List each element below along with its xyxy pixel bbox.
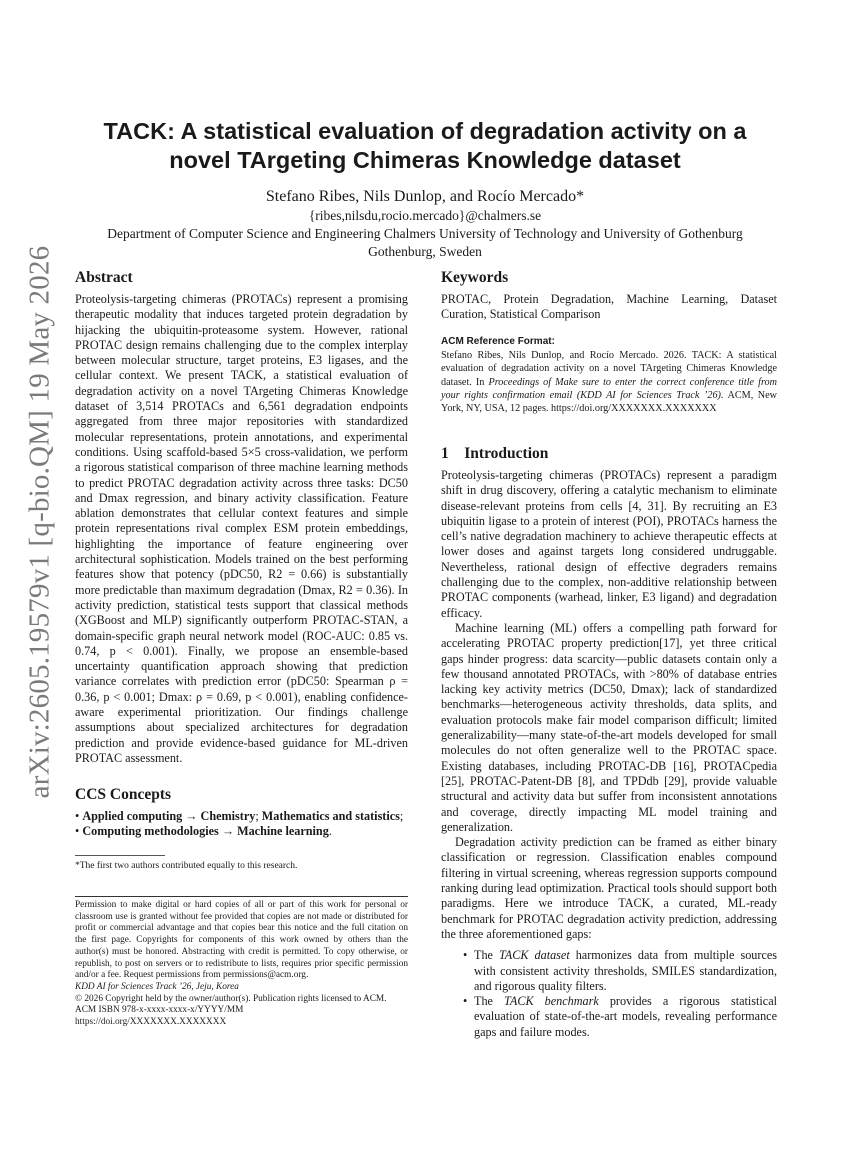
contribution-list bbox=[441, 948, 777, 1040]
contribution-item-dataset: • The TACK dataset harmonizes data from multiple sources with consistent activity thresholds, SMILES standardization, and rigorous quality filters. bbox=[441, 948, 777, 994]
venue-line: KDD AI for Sciences Track ’26, Jeju, Korea bbox=[75, 981, 239, 992]
paper-title bbox=[60, 117, 790, 175]
introduction-heading: 1 Introduction bbox=[441, 445, 549, 462]
intro-paragraph-2: Machine learning (ML) offers a compelling path forward for accelerating PROTAC property prediction[17], yet three critical gaps hinder progress: data scarcity—public datasets contain only a few thousand annotated PROTACs, with >80% of database entries lacking key activity metrics (DC50, Dmax); lack of standardized benchmarks—heterogeneous activity thresholds, data splits, and evaluation protocols make fair model comparison difficult; limited generalizability—many state-of-the-art models developed for small molecules do not often generalize well to the PROTAC space. Existing databases, including PROTAC-DB [16], PROTACpedia [25], PROTAC-Patent-DB [8], and TPDdb [29], provide valuable structural and activity data but suffer from inconsistent annotations and coverage, directly impacting ML model training and generalization. bbox=[441, 620, 777, 834]
arxiv-identifier[interactable]: arXiv:2605.19579v1 [q-bio.QM] 19 May 2026 bbox=[23, 245, 56, 799]
affiliation-line-2: Gothenburg, Sweden bbox=[368, 244, 482, 259]
acm-reference-heading: ACM Reference Format: bbox=[441, 336, 555, 347]
ccs-item: Mathematics and statistics bbox=[261, 809, 400, 823]
copyright-line: © 2026 Copyright held by the owner/author(s). Publication rights licensed to ACM. bbox=[75, 993, 387, 1004]
abstract-heading: Abstract bbox=[75, 269, 133, 286]
doi-link[interactable]: https://doi.org/XXXXXXX.XXXXXXX bbox=[75, 1017, 227, 1028]
title-line-1: TACK: A statistical evaluation of degradation activity on a bbox=[103, 118, 747, 144]
intro-paragraph-1: Proteolysis-targeting chimeras (PROTACs) represent a paradigm shift in drug discovery, offering a catalytic mechanism to eliminate disease-relevant proteins from cells [4, 31]. By recruiting an E3 ubiquitin ligase to a protein of interest (POI), PROTACs harness the cell’s native degradation machinery to achieve therapeutic effects at lower doses and against targets long considered undruggable. Nevertheless, rational design of effective degraders remains challenging due to the complex, non-additive relationship between PROTAC components (warhead, linker, E3 ligand) and degradation efficacy. bbox=[441, 468, 777, 620]
ccs-concepts-list: • Applied computing → Chemistry; Mathematics and statistics; • Computing methodologies → Machine learning. bbox=[75, 809, 404, 839]
intro-paragraph-3: Degradation activity prediction can be framed as either binary classification or regression. Classification enables compound filtering in virtual screening, whereas regression supports compound ranking during lead optimization. Practical tools should support both paradigms. Here we introduce TACK, a curated, ML-ready benchmark for PROTAC degradation activity prediction, addressing the three aforementioned gaps: bbox=[441, 835, 777, 941]
acm-reference-text: Stefano Ribes, Nils Dunlop, and Rocío Mercado. 2026. TACK: A statistical evaluation of degradation activity on a novel TArgeting Chimeras Knowledge dataset. In Proceedings of Make sure to enter the correct conference title from your rights confirmation email (KDD AI for Sciences Track ’26). ACM, New York, NY, USA, 12 pages. https://doi.org/XXXXXXX.XXXXXXX bbox=[441, 350, 778, 415]
proceedings-title: Proceedings of Make sure to enter the correct conference title from your rights confirmation email (KDD AI for Sciences Track ’26). bbox=[441, 376, 777, 401]
keywords-section bbox=[441, 268, 777, 323]
ccs-item: Applied computing bbox=[82, 809, 183, 823]
abstract-text: Proteolysis-targeting chimeras (PROTACs) represent a promising therapeutic modality that induces targeted protein degradation by hijacking the ubiquitin-proteasome system. However, rational PROTAC design remains challenging due to the complex interplay between molecular structure, target proteins, E3 ligases, and the cellular context. We present TACK, a statistical evaluation of degradation activity on a novel TArgeting Chimeras Knowledge dataset of 3,514 PROTACs and 6,561 degradation endpoints aggregated from three major repositories with standardized molecular representations, protein annotations, and experimental conditions. Using scaffold-based 5×5 cross-validation, we perform a rigorous statistical comparison of three machine learning methods to predict PROTAC degradation activity across three tasks: DC50 and Dmax regression, and binary activity classification. Feature ablation demonstrates that cellular context features and simple protein representations rival complex ESM protein embeddings, highlighting the importance of feature engineering over architectural sophistication. Models trained on the best performing features show that potency (pDC50, R2 = 0.66) is substantially more predictable than maximum degradation (Dmax, R2 = 0.36). In activity prediction, statistical tests support that classical methods (XGBoost and MLP) significantly outperform PROTAC-STAN, a domain-specific graph neural network model (ROC-AUC: 0.85 vs. 0.74, p < 0.001). Finally, we propose an ensemble-based uncertainty quantification approach showing that prediction variance correlates with prediction error (pDC50: Spearman ρ = 0.36, p < 0.001; Dmax: ρ = 0.69, p < 0.001), enabling confidence-aware experimental prioritization. Our findings challenge assumptions about specialized architectures for degradation prediction and provide evidence-based guidance for ML-driven PROTAC assessment. bbox=[75, 292, 408, 765]
footnote-rule bbox=[75, 855, 165, 856]
keywords-heading: Keywords bbox=[441, 269, 509, 286]
ccs-item: Chemistry bbox=[200, 809, 256, 823]
contribution-item-benchmark: • The TACK benchmark provides a rigorous statistical evaluation of state-of-the-art models, revealing performance gaps and failure modes. bbox=[441, 994, 777, 1040]
ccs-item: Computing methodologies bbox=[82, 824, 219, 839]
equal-contribution-footnote: *The first two authors contributed equally to this research. bbox=[75, 861, 298, 871]
permission-block bbox=[75, 900, 408, 1029]
ccs-section bbox=[75, 785, 408, 840]
ccs-item: Machine learning bbox=[237, 824, 329, 839]
affiliation-line-1: Department of Computer Science and Engineering Chalmers University of Technology and University of Gothenburg bbox=[107, 226, 743, 241]
ccs-heading: CCS Concepts bbox=[75, 786, 172, 803]
isbn-line: ACM ISBN 978-x-xxxx-xxxx-x/YYYY/MM bbox=[75, 1005, 244, 1016]
author-emails: {ribes,nilsdu,rocio.mercado}@chalmers.se bbox=[308, 208, 542, 223]
author-list: Stefano Ribes, Nils Dunlop, and Rocío Mercado* bbox=[265, 188, 585, 205]
left-column bbox=[75, 268, 408, 766]
introduction-section bbox=[441, 444, 777, 1040]
permission-text: Permission to make digital or hard copies of all or part of this work for personal or classroom use is granted without fee provided that copies are not made or distributed for profit or commercial advantage and that copies bear this notice and the full citation on the first page. Copyrights for components of this work owned by others than the author(s) must be honored. Abstracting with credit is permitted. To copy otherwise, or republish, to post on servers or to redistribute to lists, requires prior specific permission and/or a fee. Request permissions from permissions@acm.org. bbox=[75, 900, 408, 981]
affiliation bbox=[60, 225, 790, 261]
acm-reference-section bbox=[441, 336, 777, 415]
permission-rule bbox=[75, 896, 408, 897]
title-line-2: novel TArgeting Chimeras Knowledge dataset bbox=[169, 147, 681, 173]
keywords-text: PROTAC, Protein Degradation, Machine Learning, Dataset Curation, Statistical Comparison bbox=[441, 292, 777, 322]
